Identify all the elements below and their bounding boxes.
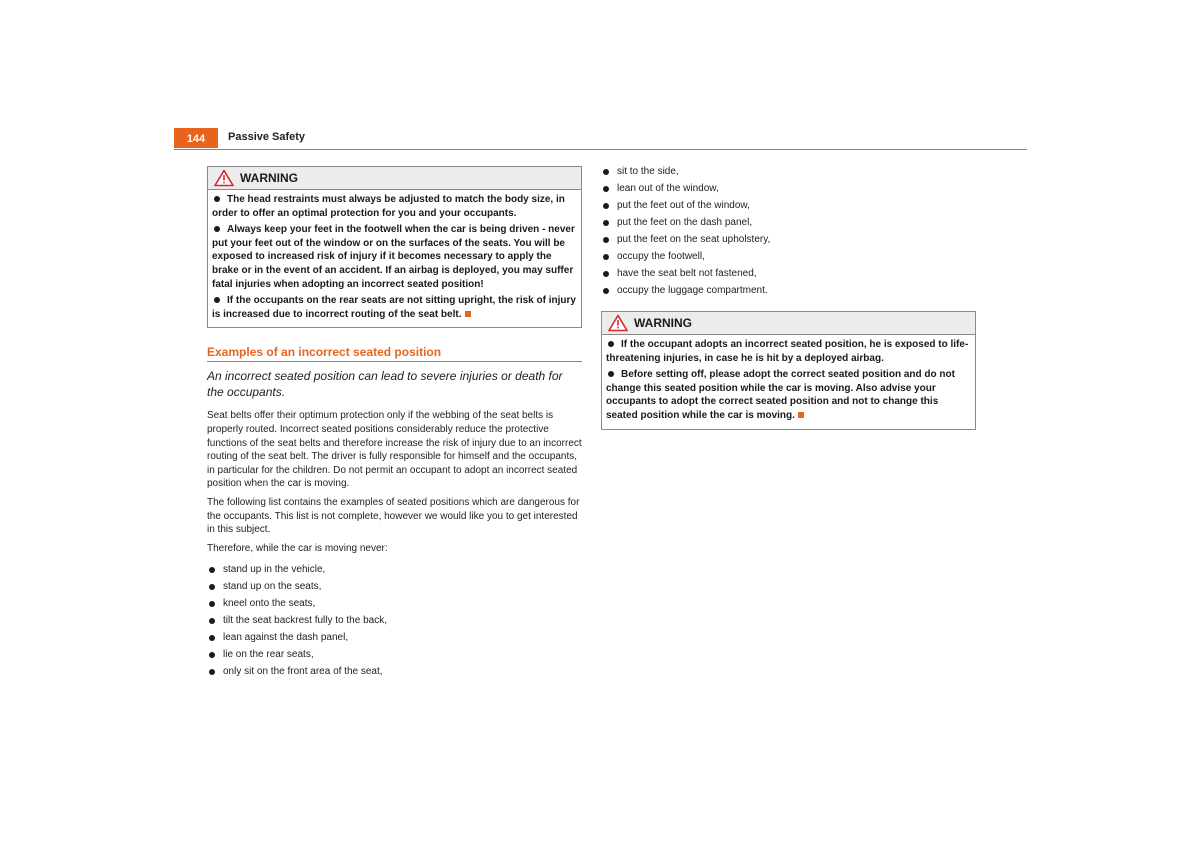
end-square-icon (798, 412, 804, 418)
bullet-icon (209, 669, 215, 675)
bullet-icon (608, 371, 614, 377)
list-item: only sit on the front area of the seat, (207, 663, 582, 680)
bullet-icon (209, 652, 215, 658)
list-item: occupy the footwell, (601, 248, 976, 265)
body-paragraph: Seat belts offer their optimum protection only if the webbing of the seat belts is properly routed. Incorrect seated positions considerably reduce the protective functions of the seat belts and therefore increase the risk of injury due to an incorrect routing of the seat belt. The driver is fully responsible for himself and the occupants, in particular for the children. Do not permit an occupant to adopt an incorrect seated position when the car is moving. (207, 410, 582, 490)
list-item: put the feet on the seat upholstery, (601, 231, 976, 248)
bullet-icon (603, 271, 609, 277)
list-item: tilt the seat backrest fully to the back, (207, 612, 582, 629)
bullet-icon (603, 254, 609, 260)
list-item: have the seat belt not fastened, (601, 265, 976, 282)
page-number: 144 (174, 128, 218, 148)
warning-paragraph: The head restraints must always be adjusted to match the body size, in order to offer an optimal protection for you and your occupants. (212, 194, 565, 219)
bullet-icon (603, 237, 609, 243)
warning-body (208, 190, 581, 327)
warning-header (208, 167, 581, 190)
bullet-icon (214, 196, 220, 202)
bullet-icon (209, 635, 215, 641)
list-item: sit to the side, (601, 163, 976, 180)
incorrect-positions-list-continued (601, 163, 976, 299)
bullet-icon (603, 203, 609, 209)
list-item: kneel onto the seats, (207, 595, 582, 612)
bullet-icon (603, 186, 609, 192)
warning-box-airbag (601, 311, 976, 430)
warning-paragraph: Always keep your feet in the footwell when the car is being driven - never put your feet out of the window or on the surfaces of the seats. You will be exposed to increased risk of injury if it becomes necessary to apply the brake or in the event of an accident. If an airbag is deployed, you may suffer fatal injuries when adopting an incorrect seated position! (212, 224, 575, 290)
lead-text: An incorrect seated position can lead to severe injuries or death for the occupants. (207, 369, 563, 400)
warning-title: WARNING (240, 171, 298, 185)
bullet-icon (209, 601, 215, 607)
list-item: put the feet on the dash panel, (601, 214, 976, 231)
bullet-icon (214, 226, 220, 232)
bullet-icon (603, 288, 609, 294)
bullet-icon (209, 584, 215, 590)
bullet-icon (209, 567, 215, 573)
warning-title: WARNING (634, 316, 692, 330)
warning-paragraph: If the occupants on the rear seats are not sitting upright, the risk of injury is increased due to incorrect routing of the seat belt. (212, 295, 576, 320)
page-header (174, 128, 1027, 150)
chapter-title: Passive Safety (228, 131, 306, 143)
incorrect-positions-list (207, 561, 582, 680)
list-item: lean out of the window, (601, 180, 976, 197)
bullet-icon (603, 169, 609, 175)
warning-body (602, 335, 975, 429)
end-square-icon (465, 311, 471, 317)
warning-box-head-restraints (207, 166, 582, 328)
warning-triangle-icon (214, 169, 234, 187)
bullet-icon (209, 618, 215, 624)
body-paragraph: Therefore, while the car is moving never: (207, 542, 388, 554)
left-column (207, 166, 582, 680)
warning-paragraph: Before setting off, please adopt the correct seated position and do not change this seated position while the car is moving. Also advise your occupants to adopt the correct seated position and not to change this seated position while the car is moving. (606, 369, 955, 421)
warning-header (602, 312, 975, 335)
list-item: stand up in the vehicle, (207, 561, 582, 578)
bullet-icon (608, 341, 614, 347)
bullet-icon (214, 297, 220, 303)
section-heading: Examples of an incorrect seated position (207, 345, 582, 362)
warning-triangle-icon (608, 314, 628, 332)
bullet-icon (603, 220, 609, 226)
list-item: stand up on the seats, (207, 578, 582, 595)
list-item: lean against the dash panel, (207, 629, 582, 646)
right-column (601, 166, 976, 430)
list-item: lie on the rear seats, (207, 646, 582, 663)
warning-paragraph: If the occupant adopts an incorrect seated position, he is exposed to life-threatening injuries, in case he is hit by a deployed airbag. (606, 339, 969, 364)
body-paragraph: The following list contains the examples of seated positions which are dangerous for the occupants. This list is not complete, however we would like you to get interested in this subject. (207, 496, 580, 536)
list-item: put the feet out of the window, (601, 197, 976, 214)
list-item: occupy the luggage compartment. (601, 282, 976, 299)
